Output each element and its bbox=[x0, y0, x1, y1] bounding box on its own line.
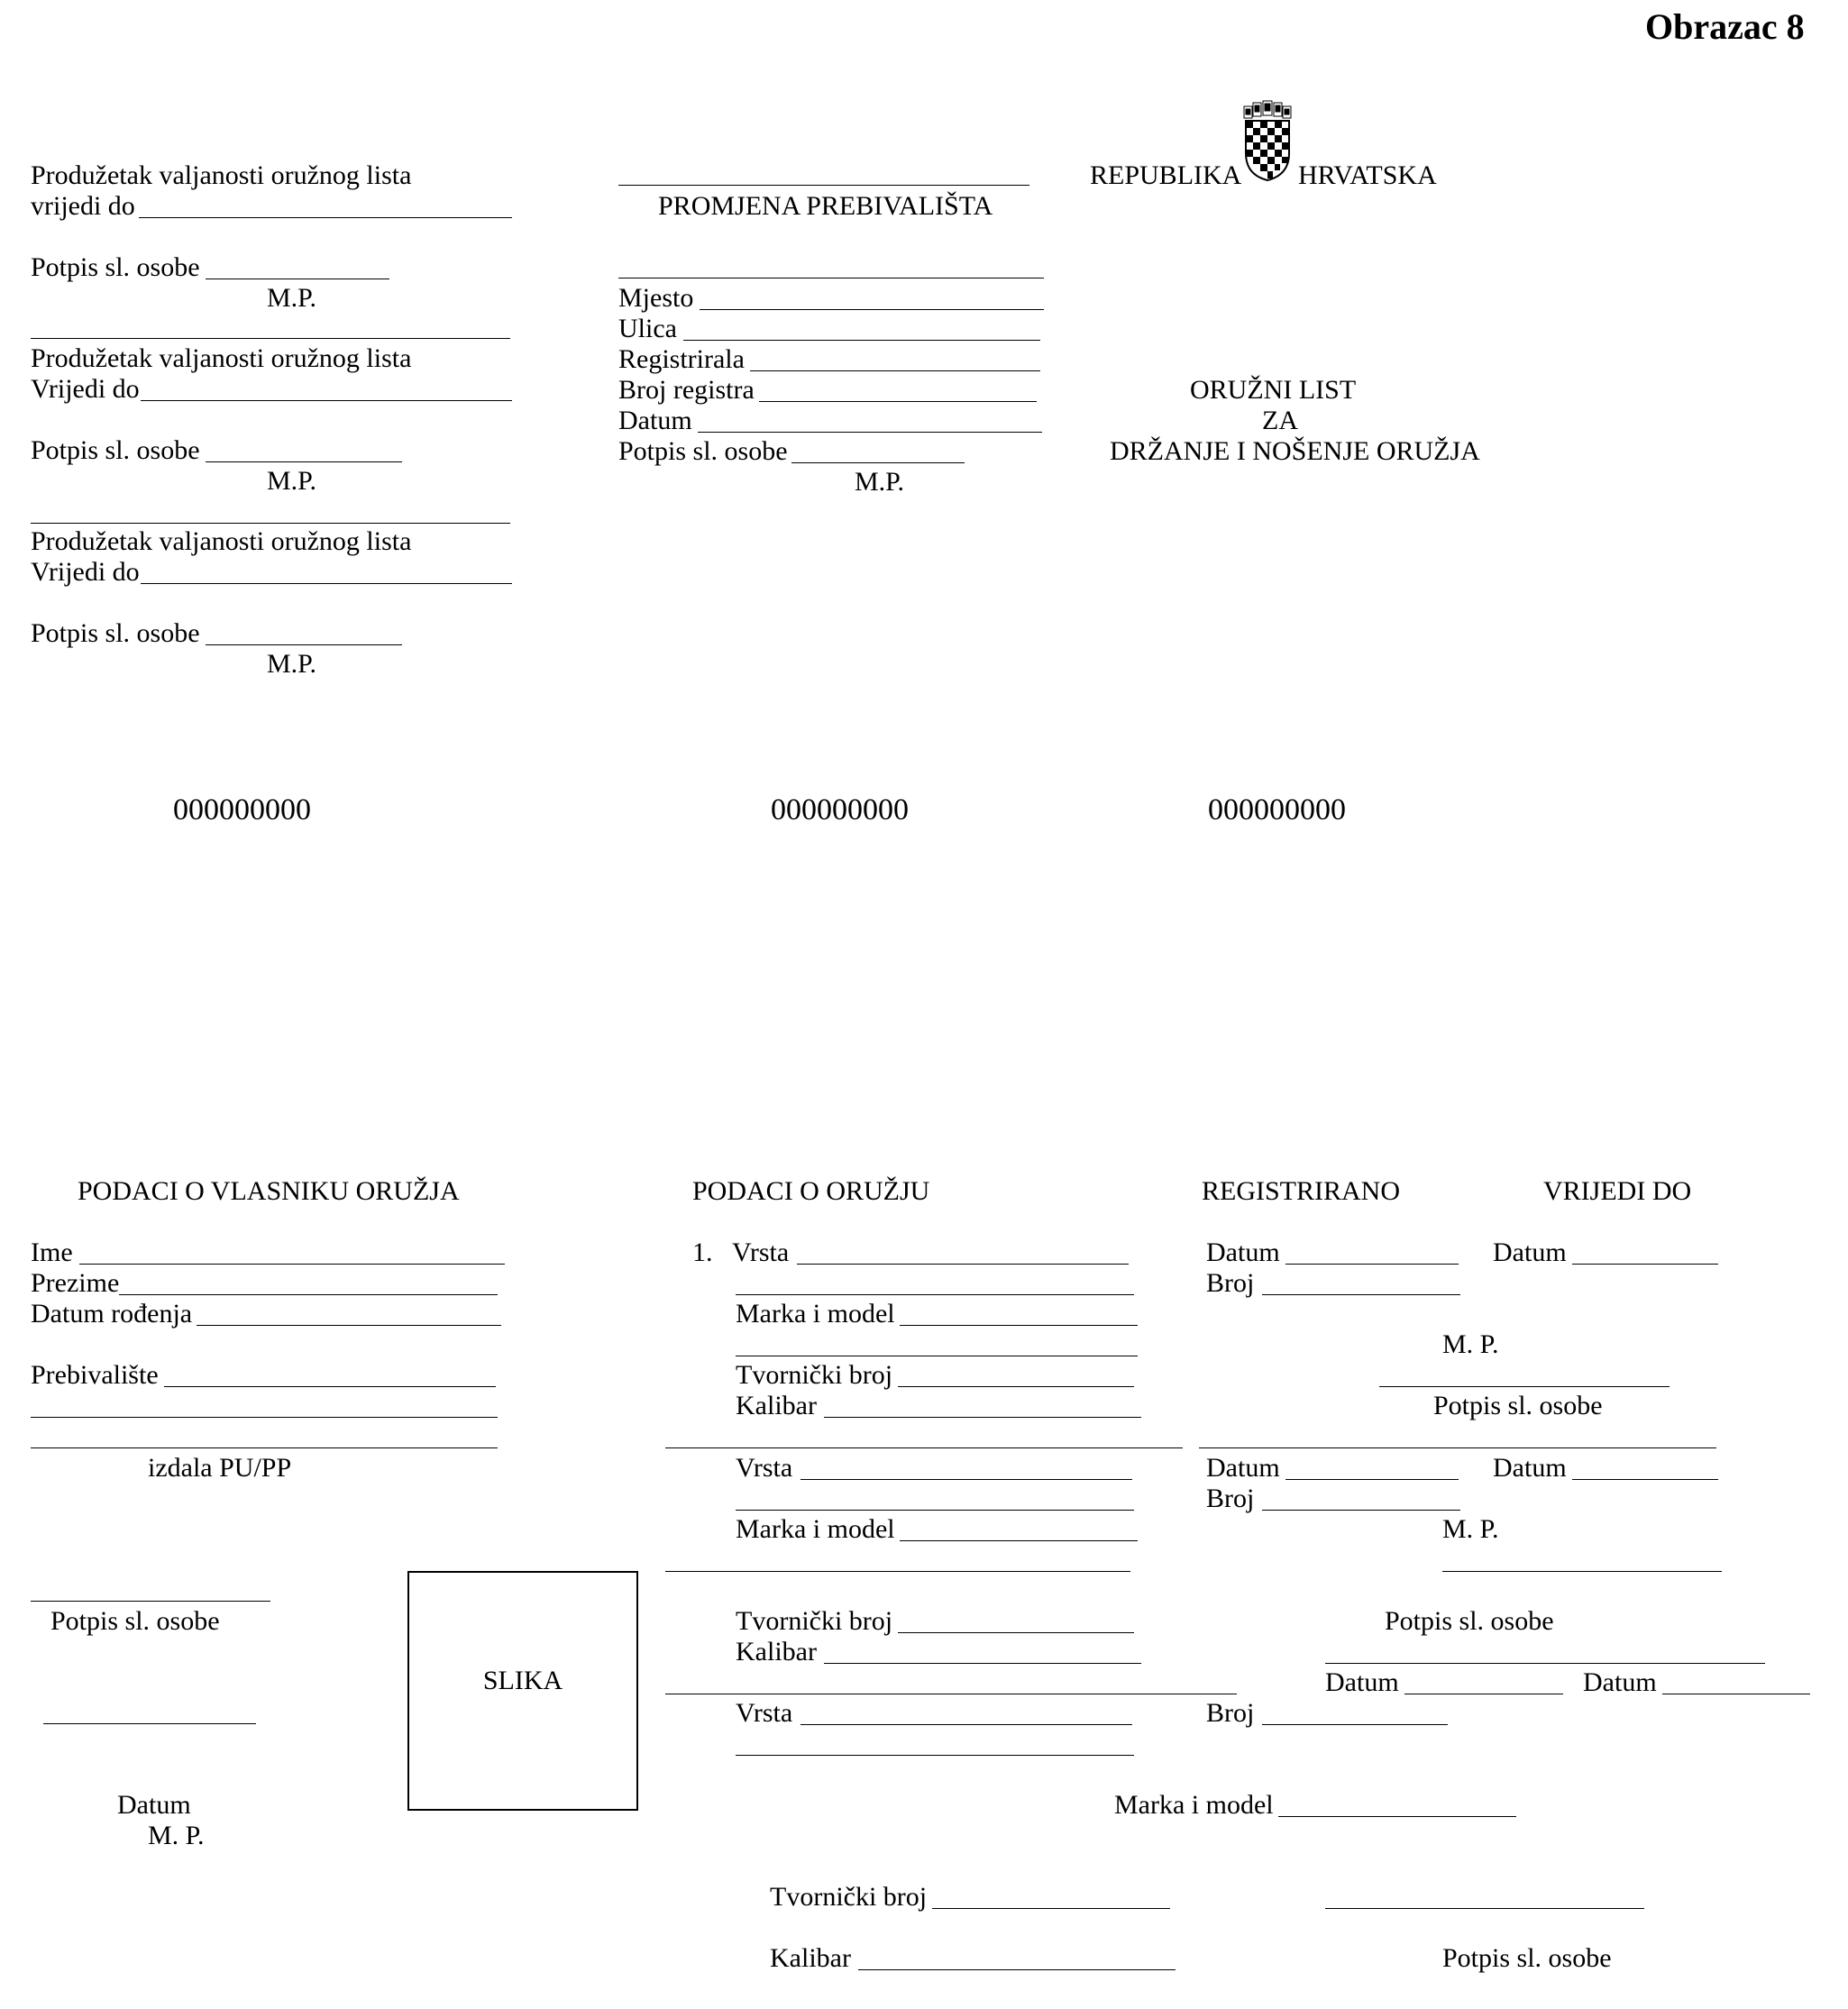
weapon3-type-field[interactable] bbox=[800, 1724, 1132, 1725]
reg1-signature-field[interactable] bbox=[1379, 1386, 1670, 1387]
owner-first-name-label: Ime bbox=[31, 1237, 73, 1267]
extension-valid-until-field-1[interactable] bbox=[139, 217, 512, 218]
residence-top-line bbox=[618, 278, 1044, 279]
owner-section-title: PODACI O VLASNIKU ORUŽJA bbox=[78, 1176, 460, 1206]
valid2-date-label: Datum bbox=[1493, 1453, 1567, 1483]
extension-valid-until-label-2: Vrijedi do bbox=[31, 374, 140, 404]
weapon1-make-model-field[interactable] bbox=[900, 1325, 1138, 1326]
owner-birth-date-field[interactable] bbox=[197, 1325, 501, 1326]
extension-label-3: Produžetak valjanosti oružnog lista bbox=[31, 526, 412, 556]
owner-signature-field[interactable] bbox=[31, 1601, 270, 1602]
weapon-section-title: PODACI O ORUŽJU bbox=[692, 1176, 930, 1206]
reg3-date-label: Datum bbox=[1325, 1667, 1399, 1697]
owner-last-name-label: Prezime bbox=[31, 1268, 120, 1298]
weapon3-type-field-line2[interactable] bbox=[736, 1755, 1134, 1756]
serial-number-middle: 000000000 bbox=[771, 793, 909, 826]
owner-signature-label: Potpis sl. osobe bbox=[50, 1606, 220, 1636]
reg1-number-field[interactable] bbox=[1262, 1294, 1460, 1295]
owner-issued-by-label: izdala PU/PP bbox=[148, 1453, 292, 1483]
reg1-stamp: M. P. bbox=[1442, 1329, 1499, 1359]
cover-title-line2: ZA bbox=[1262, 406, 1298, 435]
weapon1-type-label: Vrsta bbox=[732, 1237, 790, 1267]
owner-date-field[interactable] bbox=[43, 1723, 256, 1724]
form-label: Obrazac 8 bbox=[1645, 6, 1805, 47]
residence-register-number-label: Broj registra bbox=[618, 375, 755, 405]
weapon3-caliber-field[interactable] bbox=[858, 1969, 1176, 1970]
weapon3-make-model-field[interactable] bbox=[1278, 1816, 1516, 1817]
weapon2-serial-label: Tvornički broj bbox=[736, 1606, 893, 1636]
registered-title: REGISTRIRANO bbox=[1202, 1176, 1401, 1206]
owner-first-name-field[interactable] bbox=[79, 1264, 505, 1265]
extension-stamp-1: M.P. bbox=[267, 283, 317, 313]
weapon3-serial-label: Tvornički broj bbox=[770, 1882, 928, 1912]
residence-street-field[interactable] bbox=[683, 340, 1040, 341]
reg1-date-label: Datum bbox=[1206, 1237, 1280, 1267]
weapon1-serial-label: Tvornički broj bbox=[736, 1360, 893, 1390]
croatia-label: HRVATSKA bbox=[1298, 160, 1437, 190]
valid1-date-field[interactable] bbox=[1572, 1264, 1718, 1265]
weapon1-make-model-label: Marka i model bbox=[736, 1299, 895, 1329]
residence-place-field[interactable] bbox=[700, 309, 1044, 310]
extension-signature-label-2: Potpis sl. osobe bbox=[31, 435, 200, 465]
weapon2-type-field-line2[interactable] bbox=[736, 1510, 1134, 1511]
republic-label: REPUBLIKA bbox=[1090, 160, 1242, 190]
photo-label: SLIKA bbox=[482, 1666, 563, 1695]
extension-signature-label-1: Potpis sl. osobe bbox=[31, 252, 200, 282]
extension-valid-until-label-3: Vrijedi do bbox=[31, 557, 140, 587]
residence-place-label: Mjesto bbox=[618, 283, 694, 313]
residence-signature-label: Potpis sl. osobe bbox=[618, 436, 788, 466]
reg-divider-1 bbox=[1199, 1447, 1716, 1448]
divider bbox=[31, 523, 510, 524]
residence-change-title: PROMJENA PREBIVALIŠTA bbox=[658, 191, 993, 221]
weapon1-type-field-line2[interactable] bbox=[736, 1294, 1134, 1295]
croatian-coat-of-arms-icon bbox=[1242, 99, 1293, 182]
reg2-signature-field[interactable] bbox=[1442, 1571, 1722, 1572]
reg3-number-field[interactable] bbox=[1262, 1724, 1448, 1725]
weapon-index: 1. bbox=[692, 1237, 713, 1267]
weapon1-serial-field[interactable] bbox=[898, 1386, 1134, 1387]
residence-registered-by-label: Registrirala bbox=[618, 344, 745, 374]
weapon1-type-field[interactable] bbox=[797, 1264, 1129, 1265]
reg3-signature-field[interactable] bbox=[1325, 1908, 1644, 1909]
owner-last-name-field[interactable] bbox=[119, 1294, 498, 1295]
weapon2-serial-field[interactable] bbox=[898, 1632, 1134, 1633]
owner-residence-label: Prebivalište bbox=[31, 1360, 159, 1390]
extension-label-2: Produžetak valjanosti oružnog lista bbox=[31, 343, 412, 373]
residence-register-number-field[interactable] bbox=[759, 401, 1037, 402]
extension-stamp-3: M.P. bbox=[267, 649, 317, 679]
residence-date-field[interactable] bbox=[698, 432, 1042, 433]
reg3-signature-label: Potpis sl. osobe bbox=[1442, 1943, 1612, 1973]
residence-stamp: M.P. bbox=[855, 467, 905, 497]
weapon-divider-1 bbox=[665, 1447, 1183, 1448]
residence-date-label: Datum bbox=[618, 406, 692, 435]
valid2-date-field[interactable] bbox=[1572, 1479, 1718, 1480]
extension-signature-label-3: Potpis sl. osobe bbox=[31, 618, 200, 648]
extension-signature-field-3[interactable] bbox=[206, 644, 402, 645]
weapon3-serial-field[interactable] bbox=[932, 1908, 1170, 1909]
weapon1-caliber-field[interactable] bbox=[824, 1417, 1141, 1418]
extension-valid-until-label-1: vrijedi do bbox=[31, 191, 135, 221]
reg2-signature-label: Potpis sl. osobe bbox=[1385, 1606, 1554, 1636]
cover-title-line3: DRŽANJE I NOŠENJE ORUŽJA bbox=[1110, 436, 1480, 466]
reg2-stamp: M. P. bbox=[1442, 1514, 1499, 1544]
weapon2-make-model-field[interactable] bbox=[900, 1540, 1138, 1541]
weapon2-caliber-label: Kalibar bbox=[736, 1637, 817, 1667]
reg-divider-2 bbox=[1325, 1663, 1765, 1664]
serial-number-left: 000000000 bbox=[173, 793, 311, 826]
weapon3-type-label: Vrsta bbox=[736, 1698, 793, 1728]
extension-valid-until-field-3[interactable] bbox=[141, 583, 512, 584]
residence-street-label: Ulica bbox=[618, 314, 677, 343]
divider bbox=[31, 338, 510, 339]
reg1-number-label: Broj bbox=[1206, 1268, 1255, 1298]
reg2-number-field[interactable] bbox=[1262, 1510, 1460, 1511]
residence-header-line bbox=[618, 185, 1029, 186]
serial-number-right: 000000000 bbox=[1208, 793, 1346, 826]
residence-signature-field[interactable] bbox=[791, 462, 965, 463]
extension-label-1: Produžetak valjanosti oružnog lista bbox=[31, 160, 412, 190]
weapon3-make-model-label: Marka i model bbox=[1114, 1790, 1274, 1820]
owner-date-label: Datum bbox=[117, 1790, 191, 1820]
owner-birth-date-label: Datum rođenja bbox=[31, 1299, 193, 1329]
extension-stamp-2: M.P. bbox=[267, 466, 317, 496]
owner-residence-field-line2[interactable] bbox=[31, 1417, 498, 1418]
reg1-date-field[interactable] bbox=[1285, 1264, 1459, 1265]
valid-until-title: VRIJEDI DO bbox=[1543, 1176, 1692, 1206]
weapon2-make-model-field-line2[interactable] bbox=[665, 1571, 1130, 1572]
weapon2-make-model-label: Marka i model bbox=[736, 1514, 895, 1544]
weapon2-type-field[interactable] bbox=[800, 1479, 1132, 1480]
weapon1-caliber-label: Kalibar bbox=[736, 1391, 817, 1420]
extension-signature-field-2[interactable] bbox=[206, 461, 402, 462]
residence-registered-by-field[interactable] bbox=[750, 370, 1040, 371]
reg2-date-label: Datum bbox=[1206, 1453, 1280, 1483]
extension-valid-until-field-2[interactable] bbox=[141, 400, 512, 401]
weapon2-caliber-field[interactable] bbox=[824, 1663, 1141, 1664]
reg1-signature-label: Potpis sl. osobe bbox=[1433, 1391, 1603, 1420]
reg2-number-label: Broj bbox=[1206, 1484, 1255, 1513]
cover-title-line1: ORUŽNI LIST bbox=[1190, 375, 1357, 405]
owner-residence-field-line3[interactable] bbox=[31, 1447, 498, 1448]
owner-residence-field[interactable] bbox=[164, 1386, 496, 1387]
reg3-number-label: Broj bbox=[1206, 1698, 1255, 1728]
owner-stamp: M. P. bbox=[148, 1821, 205, 1850]
valid3-date-label: Datum bbox=[1583, 1667, 1657, 1697]
valid1-date-label: Datum bbox=[1493, 1237, 1567, 1267]
weapon2-type-label: Vrsta bbox=[736, 1453, 793, 1483]
weapon3-caliber-label: Kalibar bbox=[770, 1943, 851, 1973]
photo-box bbox=[407, 1571, 638, 1811]
reg2-date-field[interactable] bbox=[1285, 1479, 1459, 1480]
